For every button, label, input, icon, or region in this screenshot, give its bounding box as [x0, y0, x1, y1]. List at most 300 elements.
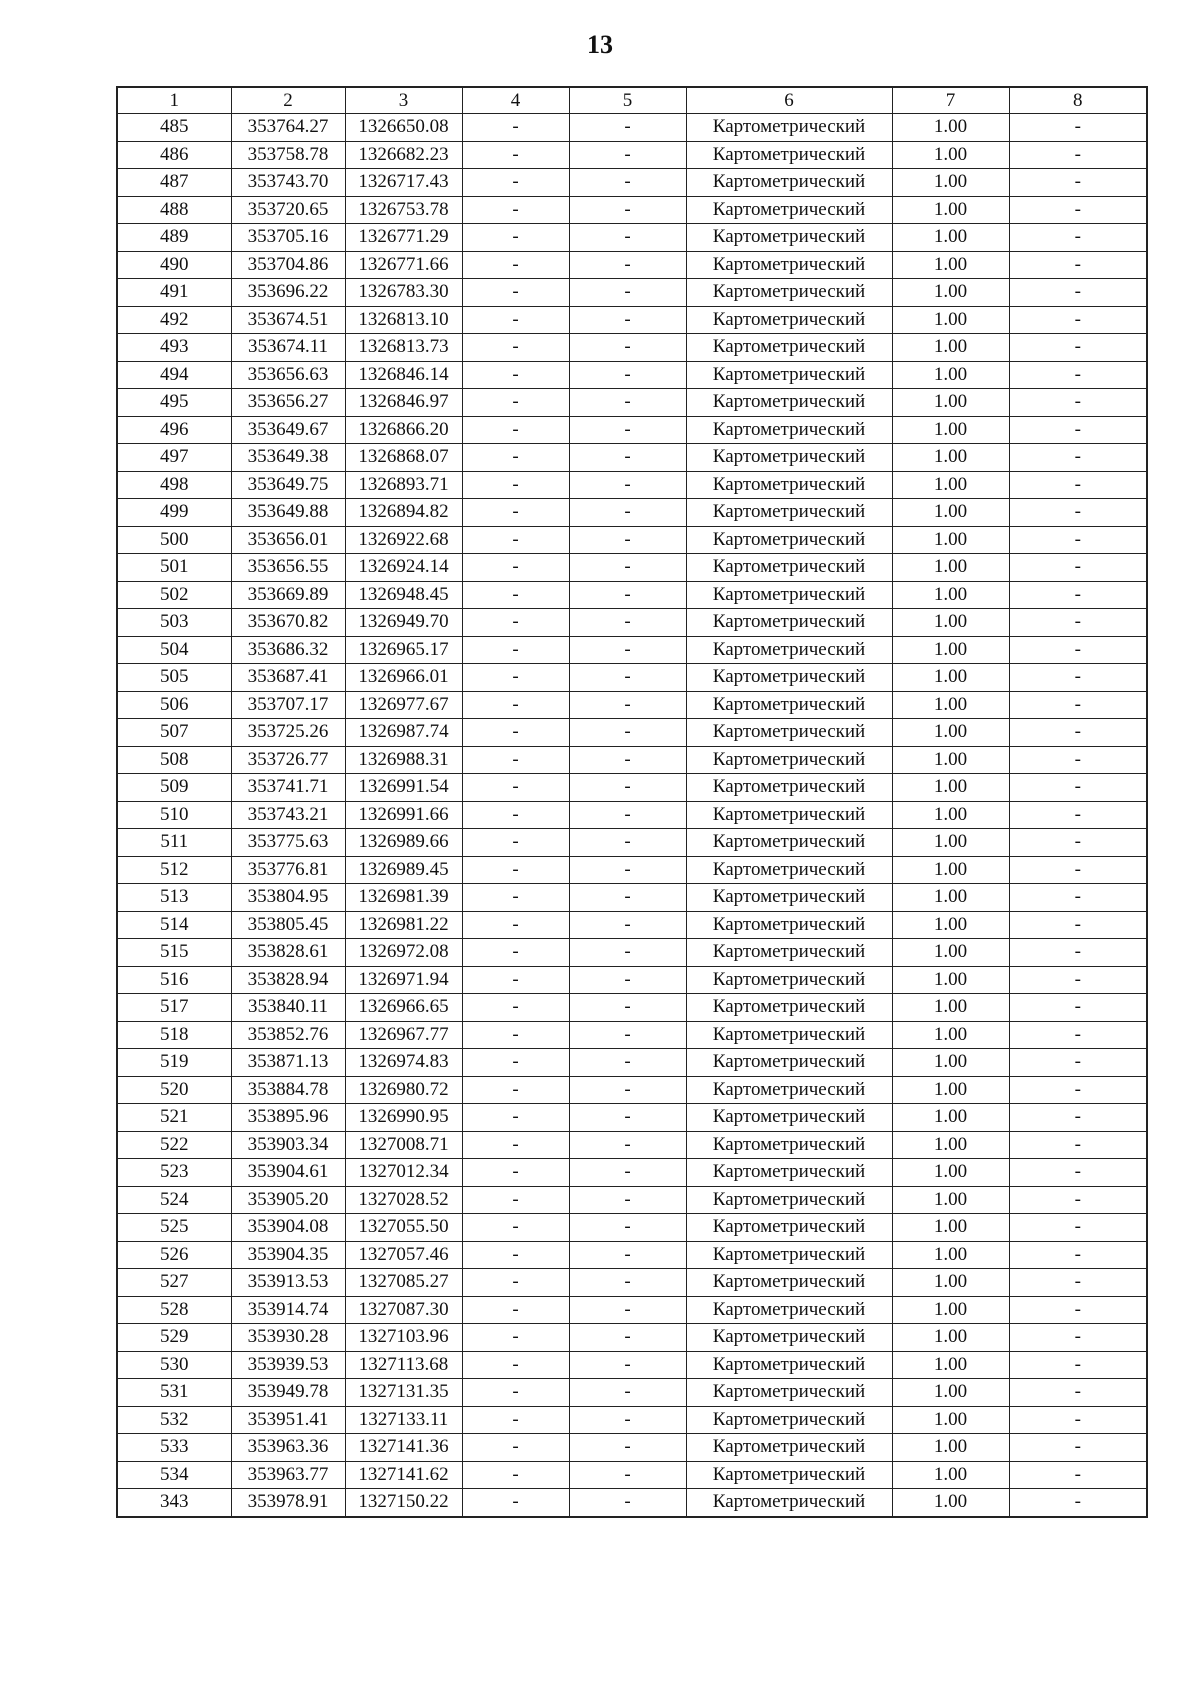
table-cell: 520 [117, 1076, 231, 1104]
table-cell: 353705.16 [231, 224, 345, 252]
table-row [117, 691, 1147, 719]
table-cell: 1.00 [892, 1049, 1009, 1077]
table-cell: Картометрический [686, 224, 892, 252]
table-cell: 1.00 [892, 801, 1009, 829]
table-cell: 489 [117, 224, 231, 252]
table-cell: 497 [117, 444, 231, 472]
table-cell: Картометрический [686, 1461, 892, 1489]
table-cell: 1326980.72 [345, 1076, 462, 1104]
table-cell: - [1009, 939, 1147, 967]
table-cell: 353649.67 [231, 416, 345, 444]
table-cell: Картометрический [686, 251, 892, 279]
table-cell: - [1009, 801, 1147, 829]
table-cell: Картометрический [686, 334, 892, 362]
table-cell: - [569, 1406, 686, 1434]
table-cell: - [569, 1214, 686, 1242]
table-cell: - [462, 1159, 569, 1187]
table-cell: - [462, 526, 569, 554]
table-cell: Картометрический [686, 719, 892, 747]
table-cell: 353828.61 [231, 939, 345, 967]
table-cell: 1.00 [892, 444, 1009, 472]
table-row [117, 1434, 1147, 1462]
table-cell: - [569, 389, 686, 417]
table-row [117, 939, 1147, 967]
table-cell: 1.00 [892, 1131, 1009, 1159]
table-row [117, 1379, 1147, 1407]
table-cell: 353775.63 [231, 829, 345, 857]
table-cell: 1.00 [892, 251, 1009, 279]
table-cell: 1326981.39 [345, 884, 462, 912]
table-cell: - [462, 1131, 569, 1159]
table-cell: Картометрический [686, 1406, 892, 1434]
table-cell: 1.00 [892, 306, 1009, 334]
table-cell: - [462, 416, 569, 444]
table-cell: - [462, 499, 569, 527]
table-cell: - [569, 719, 686, 747]
table-cell: - [569, 746, 686, 774]
table-cell: 509 [117, 774, 231, 802]
table-cell: - [569, 1324, 686, 1352]
table-row [117, 169, 1147, 197]
table-cell: - [1009, 994, 1147, 1022]
table-cell: Картометрический [686, 389, 892, 417]
table-cell: - [462, 801, 569, 829]
table-row [117, 994, 1147, 1022]
table-row [117, 554, 1147, 582]
table-cell: - [569, 1269, 686, 1297]
table-cell: 353649.38 [231, 444, 345, 472]
table-cell: 353743.21 [231, 801, 345, 829]
column-header: 7 [892, 87, 1009, 114]
table-cell: - [1009, 141, 1147, 169]
table-cell: - [462, 224, 569, 252]
table-cell: 1326949.70 [345, 609, 462, 637]
table-cell: 506 [117, 691, 231, 719]
table-cell: - [569, 251, 686, 279]
table-cell: 1326922.68 [345, 526, 462, 554]
table-cell: - [462, 1379, 569, 1407]
table-cell: 490 [117, 251, 231, 279]
table-cell: - [462, 389, 569, 417]
table-cell: - [462, 196, 569, 224]
table-cell: 1.00 [892, 499, 1009, 527]
table-cell: Картометрический [686, 196, 892, 224]
table-cell: - [462, 1241, 569, 1269]
table-row [117, 1104, 1147, 1132]
table-cell: 522 [117, 1131, 231, 1159]
table-cell: 1326991.66 [345, 801, 462, 829]
table-cell: - [462, 1296, 569, 1324]
table-cell: - [462, 609, 569, 637]
table-cell: 353913.53 [231, 1269, 345, 1297]
table-cell: 1326846.14 [345, 361, 462, 389]
table-cell: 1326974.83 [345, 1049, 462, 1077]
table-cell: 1.00 [892, 1406, 1009, 1434]
table-cell: 515 [117, 939, 231, 967]
table-cell: 353758.78 [231, 141, 345, 169]
table-cell: 531 [117, 1379, 231, 1407]
table-cell: - [462, 1049, 569, 1077]
table-cell: Картометрический [686, 1269, 892, 1297]
table-cell: 353905.20 [231, 1186, 345, 1214]
table-cell: Картометрический [686, 966, 892, 994]
table-cell: 1327057.46 [345, 1241, 462, 1269]
table-cell: 353828.94 [231, 966, 345, 994]
table-cell: - [1009, 774, 1147, 802]
table-row [117, 1076, 1147, 1104]
table-cell: 499 [117, 499, 231, 527]
table-cell: - [462, 774, 569, 802]
table-cell: - [462, 1489, 569, 1517]
table-cell: - [462, 1104, 569, 1132]
table-cell: 1.00 [892, 911, 1009, 939]
table-cell: - [569, 609, 686, 637]
table-cell: 516 [117, 966, 231, 994]
table-cell: - [1009, 884, 1147, 912]
table-cell: 1326977.67 [345, 691, 462, 719]
table-cell: 1326783.30 [345, 279, 462, 307]
table-cell: - [1009, 416, 1147, 444]
table-cell: - [569, 829, 686, 857]
table-cell: - [462, 664, 569, 692]
table-cell: 353674.51 [231, 306, 345, 334]
table-cell: 1326753.78 [345, 196, 462, 224]
table-row [117, 141, 1147, 169]
table-cell: - [1009, 664, 1147, 692]
table-cell: - [1009, 389, 1147, 417]
table-cell: - [1009, 911, 1147, 939]
table-cell: 1.00 [892, 1324, 1009, 1352]
table-cell: Картометрический [686, 361, 892, 389]
table-cell: 1327087.30 [345, 1296, 462, 1324]
table-cell: - [1009, 1131, 1147, 1159]
table-cell: - [462, 691, 569, 719]
table-cell: 496 [117, 416, 231, 444]
table-cell: - [569, 114, 686, 142]
table-cell: 353840.11 [231, 994, 345, 1022]
table-cell: 353903.34 [231, 1131, 345, 1159]
table-cell: 353852.76 [231, 1021, 345, 1049]
table-cell: 493 [117, 334, 231, 362]
table-cell: Картометрический [686, 526, 892, 554]
table-cell: 1.00 [892, 581, 1009, 609]
table-cell: - [462, 746, 569, 774]
table-cell: Картометрический [686, 911, 892, 939]
table-cell: 353656.27 [231, 389, 345, 417]
table-cell: Картометрический [686, 801, 892, 829]
table-cell: - [462, 1324, 569, 1352]
table-cell: 1326965.17 [345, 636, 462, 664]
table-cell: - [569, 526, 686, 554]
table-cell: - [1009, 444, 1147, 472]
table-cell: 1.00 [892, 416, 1009, 444]
table-cell: 1.00 [892, 994, 1009, 1022]
table-cell: Картометрический [686, 499, 892, 527]
table-cell: 353939.53 [231, 1351, 345, 1379]
table-cell: 1.00 [892, 141, 1009, 169]
table-cell: 1326967.77 [345, 1021, 462, 1049]
table-row [117, 1269, 1147, 1297]
table-cell: 1.00 [892, 966, 1009, 994]
table-cell: - [1009, 636, 1147, 664]
table-cell: - [1009, 499, 1147, 527]
table-cell: - [1009, 746, 1147, 774]
table-cell: - [1009, 114, 1147, 142]
column-header: 5 [569, 87, 686, 114]
table-row [117, 361, 1147, 389]
table-cell: - [1009, 196, 1147, 224]
table-cell: 353904.61 [231, 1159, 345, 1187]
table-cell: 519 [117, 1049, 231, 1077]
table-cell: 353804.95 [231, 884, 345, 912]
table-cell: - [462, 444, 569, 472]
table-cell: 521 [117, 1104, 231, 1132]
table-row [117, 911, 1147, 939]
table-cell: Картометрический [686, 416, 892, 444]
table-cell: 1.00 [892, 939, 1009, 967]
column-header: 4 [462, 87, 569, 114]
table-cell: 1.00 [892, 1104, 1009, 1132]
table-cell: 353725.26 [231, 719, 345, 747]
table-cell: - [569, 416, 686, 444]
table-cell: 1326966.65 [345, 994, 462, 1022]
table-cell: 523 [117, 1159, 231, 1187]
table-cell: - [1009, 1406, 1147, 1434]
table-cell: - [569, 1351, 686, 1379]
table-row [117, 774, 1147, 802]
table-cell: - [1009, 334, 1147, 362]
table-cell: 1327141.36 [345, 1434, 462, 1462]
table-cell: - [1009, 1049, 1147, 1077]
table-cell: 353687.41 [231, 664, 345, 692]
table-cell: 525 [117, 1214, 231, 1242]
table-cell: Картометрический [686, 1296, 892, 1324]
table-cell: 353726.77 [231, 746, 345, 774]
table-cell: 512 [117, 856, 231, 884]
table-cell: 1.00 [892, 554, 1009, 582]
table-cell: 518 [117, 1021, 231, 1049]
table-cell: 1327150.22 [345, 1489, 462, 1517]
table-cell: 353720.65 [231, 196, 345, 224]
table-cell: Картометрический [686, 1241, 892, 1269]
table-cell: 524 [117, 1186, 231, 1214]
table-cell: 503 [117, 609, 231, 637]
table-cell: 1327055.50 [345, 1214, 462, 1242]
table-row [117, 1489, 1147, 1517]
table-cell: Картометрический [686, 691, 892, 719]
table-cell: - [1009, 1351, 1147, 1379]
table-cell: - [569, 334, 686, 362]
table-cell: 495 [117, 389, 231, 417]
table-cell: - [1009, 1214, 1147, 1242]
table-cell: 1326771.29 [345, 224, 462, 252]
table-cell: 526 [117, 1241, 231, 1269]
table-cell: Картометрический [686, 141, 892, 169]
table-cell: 1326991.54 [345, 774, 462, 802]
table-cell: - [462, 471, 569, 499]
table-cell: 1.00 [892, 1296, 1009, 1324]
table-row [117, 1461, 1147, 1489]
table-cell: - [569, 774, 686, 802]
table-cell: 1.00 [892, 1379, 1009, 1407]
table-cell: 1.00 [892, 389, 1009, 417]
table-cell: - [462, 581, 569, 609]
table-cell: 530 [117, 1351, 231, 1379]
table-cell: - [1009, 829, 1147, 857]
table-cell: 1327008.71 [345, 1131, 462, 1159]
table-cell: 1326682.23 [345, 141, 462, 169]
table-cell: - [462, 856, 569, 884]
table-cell: Картометрический [686, 1434, 892, 1462]
table-cell: - [462, 554, 569, 582]
table-cell: - [462, 911, 569, 939]
table-row [117, 1241, 1147, 1269]
table-cell: Картометрический [686, 581, 892, 609]
table-cell: - [462, 884, 569, 912]
table-cell: 1327133.11 [345, 1406, 462, 1434]
table-cell: - [569, 856, 686, 884]
page-number: 13 [587, 30, 613, 59]
table-cell: Картометрический [686, 1214, 892, 1242]
table-cell: - [1009, 169, 1147, 197]
table-cell: - [1009, 1296, 1147, 1324]
table-cell: - [569, 636, 686, 664]
table-cell: - [1009, 251, 1147, 279]
table-cell: 1326987.74 [345, 719, 462, 747]
table-cell: Картометрический [686, 554, 892, 582]
table-row [117, 636, 1147, 664]
table-cell: Картометрический [686, 829, 892, 857]
table-cell: - [1009, 856, 1147, 884]
table-row [117, 801, 1147, 829]
table-cell: Картометрический [686, 774, 892, 802]
table-cell: 1327131.35 [345, 1379, 462, 1407]
table-cell: 353670.82 [231, 609, 345, 637]
table-cell: 353895.96 [231, 1104, 345, 1132]
table-cell: - [462, 1269, 569, 1297]
table-cell: - [569, 1049, 686, 1077]
table-cell: 1.00 [892, 746, 1009, 774]
table-cell: 1.00 [892, 664, 1009, 692]
table-cell: - [1009, 1186, 1147, 1214]
table-cell: Картометрический [686, 1159, 892, 1187]
table-cell: 353674.11 [231, 334, 345, 362]
table-cell: - [569, 1489, 686, 1517]
table-row [117, 526, 1147, 554]
table-cell: 1.00 [892, 196, 1009, 224]
table-row [117, 609, 1147, 637]
table-cell: 513 [117, 884, 231, 912]
coordinates-table [116, 86, 1148, 1518]
table-cell: 1.00 [892, 224, 1009, 252]
table-cell: 353884.78 [231, 1076, 345, 1104]
table-cell: 514 [117, 911, 231, 939]
table-cell: 1.00 [892, 1159, 1009, 1187]
table-cell: - [1009, 224, 1147, 252]
table-cell: Картометрический [686, 169, 892, 197]
table-cell: 353704.86 [231, 251, 345, 279]
table-cell: 498 [117, 471, 231, 499]
table-cell: 1326989.45 [345, 856, 462, 884]
table-cell: 1327141.62 [345, 1461, 462, 1489]
table-row [117, 251, 1147, 279]
table-cell: - [569, 1434, 686, 1462]
table-row [117, 884, 1147, 912]
table-body [117, 114, 1147, 1517]
table-cell: 1326990.95 [345, 1104, 462, 1132]
table-cell: 1326813.10 [345, 306, 462, 334]
table-cell: - [1009, 1076, 1147, 1104]
table-cell: Картометрический [686, 1489, 892, 1517]
table-cell: 1.00 [892, 1186, 1009, 1214]
table-cell: 1326771.66 [345, 251, 462, 279]
table-cell: 1.00 [892, 1489, 1009, 1517]
table-cell: - [1009, 1434, 1147, 1462]
table-cell: 528 [117, 1296, 231, 1324]
table-cell: 353904.35 [231, 1241, 345, 1269]
table-cell: 1326846.97 [345, 389, 462, 417]
table-cell: - [569, 1241, 686, 1269]
table-cell: 501 [117, 554, 231, 582]
table-cell: - [462, 361, 569, 389]
table-cell: - [1009, 1104, 1147, 1132]
table-cell: 532 [117, 1406, 231, 1434]
table-cell: 1326972.08 [345, 939, 462, 967]
table-cell: - [569, 141, 686, 169]
table-cell: 1.00 [892, 884, 1009, 912]
table-cell: 487 [117, 169, 231, 197]
table-cell: 1326868.07 [345, 444, 462, 472]
table-cell: - [462, 334, 569, 362]
table-cell: 1.00 [892, 169, 1009, 197]
table-cell: 1327103.96 [345, 1324, 462, 1352]
table-cell: - [569, 1131, 686, 1159]
table-row [117, 581, 1147, 609]
table-row [117, 471, 1147, 499]
table-cell: Картометрический [686, 609, 892, 637]
table-cell: 353904.08 [231, 1214, 345, 1242]
table-cell: 500 [117, 526, 231, 554]
column-header: 3 [345, 87, 462, 114]
table-cell: Картометрический [686, 1186, 892, 1214]
table-cell: Картометрический [686, 306, 892, 334]
table-cell: - [462, 169, 569, 197]
table-cell: - [569, 444, 686, 472]
table-cell: 1326988.31 [345, 746, 462, 774]
table-cell: Картометрический [686, 664, 892, 692]
table-cell: Картометрический [686, 1379, 892, 1407]
table-cell: 533 [117, 1434, 231, 1462]
table-cell: 1.00 [892, 1076, 1009, 1104]
table-cell: 1326971.94 [345, 966, 462, 994]
table-cell: 353669.89 [231, 581, 345, 609]
table-cell: 1.00 [892, 1461, 1009, 1489]
table-cell: - [569, 1461, 686, 1489]
table-cell: 1.00 [892, 1214, 1009, 1242]
table-cell: - [569, 196, 686, 224]
table-cell: - [462, 306, 569, 334]
table-cell: 353963.36 [231, 1434, 345, 1462]
table-cell: 492 [117, 306, 231, 334]
table-cell: - [462, 141, 569, 169]
table-cell: 1326866.20 [345, 416, 462, 444]
table-cell: 1327113.68 [345, 1351, 462, 1379]
table-cell: 1327028.52 [345, 1186, 462, 1214]
table-row [117, 306, 1147, 334]
table-row [117, 444, 1147, 472]
table-cell: - [569, 664, 686, 692]
table-cell: 353871.13 [231, 1049, 345, 1077]
